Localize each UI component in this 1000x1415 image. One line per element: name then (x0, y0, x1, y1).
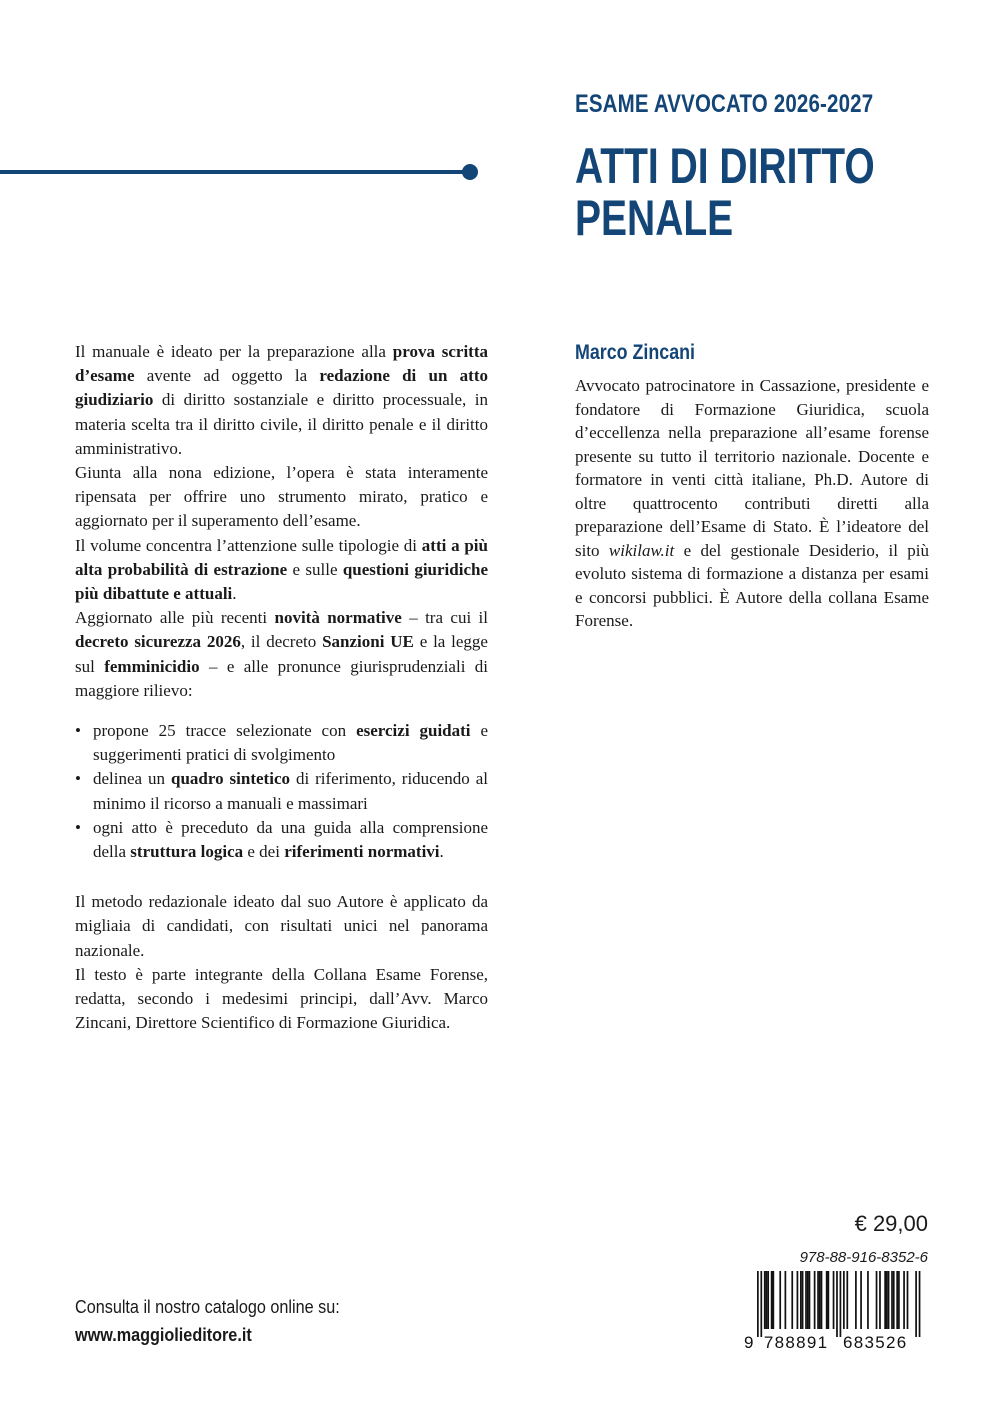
barcode-bar (779, 1271, 781, 1329)
barcode-bar (817, 1271, 819, 1329)
bold-run: esercizi guidati (356, 721, 471, 741)
text-run: e sulle (287, 559, 343, 579)
barcode-bar (915, 1271, 917, 1337)
feature-list (75, 719, 488, 864)
text-run: di diritto sostanziale e diritto processuale, in materia scelta tra il diritto civile, il diritto penale e il diritto amministrativo. (75, 390, 488, 458)
text-run: e del gestionale Desiderio, il più evoluto sistema di formazione a distanza per esami e concorsi pubblici. È Autore della collana Esame Forense. (575, 540, 930, 630)
barcode-bar (791, 1271, 793, 1329)
text-run: propone 25 tracce selezionate con (93, 721, 357, 741)
price: € 29,00 (854, 1211, 928, 1236)
decorative-rule-dot (462, 164, 478, 180)
book-title (575, 140, 875, 244)
text-run: Il volume concentra l’attenzione sulle tipologie di (75, 535, 422, 555)
description-paragraph-3 (75, 534, 488, 607)
barcode-bar (896, 1271, 898, 1329)
description-paragraph-5: Il metodo redazionale ideato dal suo Autore è applicato da migliaia di candidati, con risultati unici nel panorama nazionale. (75, 892, 488, 960)
barcode-bar (809, 1271, 811, 1329)
bullet-icon: • (75, 769, 81, 789)
bold-run: quadro sintetico (171, 769, 290, 789)
barcode-bar (879, 1271, 881, 1329)
book-title-line-1: ATTI DI DIRITTO (575, 138, 875, 194)
barcode-bar (771, 1271, 773, 1329)
text-run: ogni atto è preceduto da una guida alla comprensione della (93, 817, 488, 862)
barcode-bar (802, 1271, 804, 1329)
book-title-line-2: PENALE (575, 190, 734, 246)
barcode-digits: 788891 (763, 1333, 829, 1349)
barcode-bar (800, 1271, 802, 1329)
spacer (75, 703, 488, 719)
bold-run: questioni giuridiche più dibattute e attuali (75, 559, 488, 604)
bold-run: redazione di un atto giudiziario (75, 366, 488, 410)
bold-run: femminicidio (104, 656, 200, 676)
barcode-bar (785, 1271, 787, 1329)
spacer (75, 864, 488, 890)
barcode-bar (767, 1271, 769, 1329)
barcode-bar (826, 1271, 828, 1329)
barcode-bar (766, 1271, 768, 1329)
text-run: , il decreto (240, 632, 323, 652)
barcode-bar (764, 1271, 766, 1329)
text-run: e dei (243, 842, 285, 862)
book-description (75, 340, 488, 1035)
author-name: Marco Zincani (575, 341, 696, 364)
series-label: ESAME AVVOCATO 2026-2027 (575, 90, 874, 118)
barcode-bar (867, 1271, 869, 1329)
barcode-bar (840, 1271, 842, 1337)
barcode-bar (907, 1271, 909, 1329)
feature-list-item (75, 816, 488, 864)
text-run: e suggerimenti pratici di svolgimento (93, 721, 489, 765)
description-paragraph-1 (75, 340, 488, 461)
bold-run: riferimenti normativi (284, 842, 440, 862)
description-paragraph-6: Il testo è parte integrante della Collana Esame Forense, redatta, secondo i medesimi principi, dall’Avv. Marco Zincani, Direttore Scientifico di Formazione Giuridica. (75, 964, 488, 1033)
bold-run: Sanzioni UE (322, 632, 414, 652)
text-run: – e alle pronunce giurisprudenziali di maggiore rilievo: (75, 656, 488, 700)
barcode-bar (807, 1271, 809, 1329)
text-run: Aggiornato alle più recenti (75, 608, 275, 628)
barcode-bar (903, 1271, 905, 1329)
bold-run: atti a più alta probabilità di estrazione (75, 535, 488, 579)
barcode-bar (898, 1271, 900, 1329)
text-run: di riferimento, riducendo al minimo il ricorso a manuali e massimari (93, 769, 488, 813)
catalog-label: Consulta il nostro catalogo online su: (75, 1297, 340, 1317)
barcode-bar (836, 1271, 838, 1337)
barcode-bar (797, 1271, 799, 1329)
catalog-url: www.maggiolieditore.it (75, 1325, 252, 1345)
barcode-bar (814, 1271, 816, 1329)
barcode-bar (888, 1271, 890, 1329)
barcode-bar (819, 1271, 821, 1329)
barcode-bar (919, 1271, 921, 1337)
feature-list-item (75, 719, 488, 767)
barcode-bar (805, 1271, 807, 1329)
barcode-bar (772, 1271, 774, 1329)
text-run: – tra cui il (401, 608, 488, 628)
barcode-bar (876, 1271, 878, 1329)
bold-run: struttura logica (130, 842, 244, 862)
decorative-rule-line (0, 170, 468, 174)
barcode-bar (846, 1271, 848, 1329)
barcode-bar (833, 1271, 835, 1329)
bullet-icon: • (75, 817, 81, 837)
isbn-barcode (743, 1271, 928, 1349)
website-text: wikilaw.it (608, 540, 675, 560)
isbn-text: 978-88-916-8352-6 (799, 1249, 928, 1266)
text-run: avente ad oggetto la (134, 366, 320, 386)
text-run: delinea un (93, 769, 171, 789)
barcode-bar (884, 1271, 886, 1329)
catalog-info (75, 1297, 340, 1346)
barcode-bar (843, 1271, 845, 1329)
barcode-bar (855, 1271, 857, 1329)
text-run: . (439, 842, 444, 862)
author-bio (575, 374, 929, 633)
barcode-bar (828, 1271, 830, 1329)
barcode-bar (891, 1271, 893, 1329)
text-run: e la legge sul (75, 632, 488, 676)
description-paragraph-2: Giunta alla nona edizione, l’opera è stata interamente ripensata per offrire uno strumento mirato, pratico e aggiornato per il superamento dell’esame. (75, 463, 488, 531)
bullet-icon: • (75, 721, 81, 741)
text-run: Il manuale è ideato per la preparazione alla (75, 342, 393, 361)
barcode-bar (886, 1271, 888, 1329)
description-paragraph-4 (75, 606, 488, 703)
bold-run: novità normative (274, 608, 402, 628)
barcode-bar (760, 1271, 762, 1337)
barcode-bar (757, 1271, 759, 1337)
barcode-digits: 683526 (843, 1333, 908, 1349)
barcode-digits: 9 (744, 1333, 755, 1349)
bold-run: decreto sicurezza 2026 (75, 632, 241, 652)
text-run: Avvocato patrocinatore in Cassazione, presidente e fondatore di Formazione Giuridica, scuola d’eccellenza nella preparazione all’esame forense presente su tutto il territorio nazionale. Docente e formatore in venti città italiane, Ph.D. Autore di oltre quattrocento contributi diretti alla preparazione dell’Esame di Stato. È l’ideatore del sito (575, 376, 929, 560)
text-run: . (232, 584, 237, 604)
feature-list-item (75, 767, 488, 815)
barcode-bar (860, 1271, 862, 1329)
barcode-bar (893, 1271, 895, 1329)
barcode-bar (821, 1271, 823, 1329)
bold-run: prova scritta d’esame (75, 342, 488, 386)
